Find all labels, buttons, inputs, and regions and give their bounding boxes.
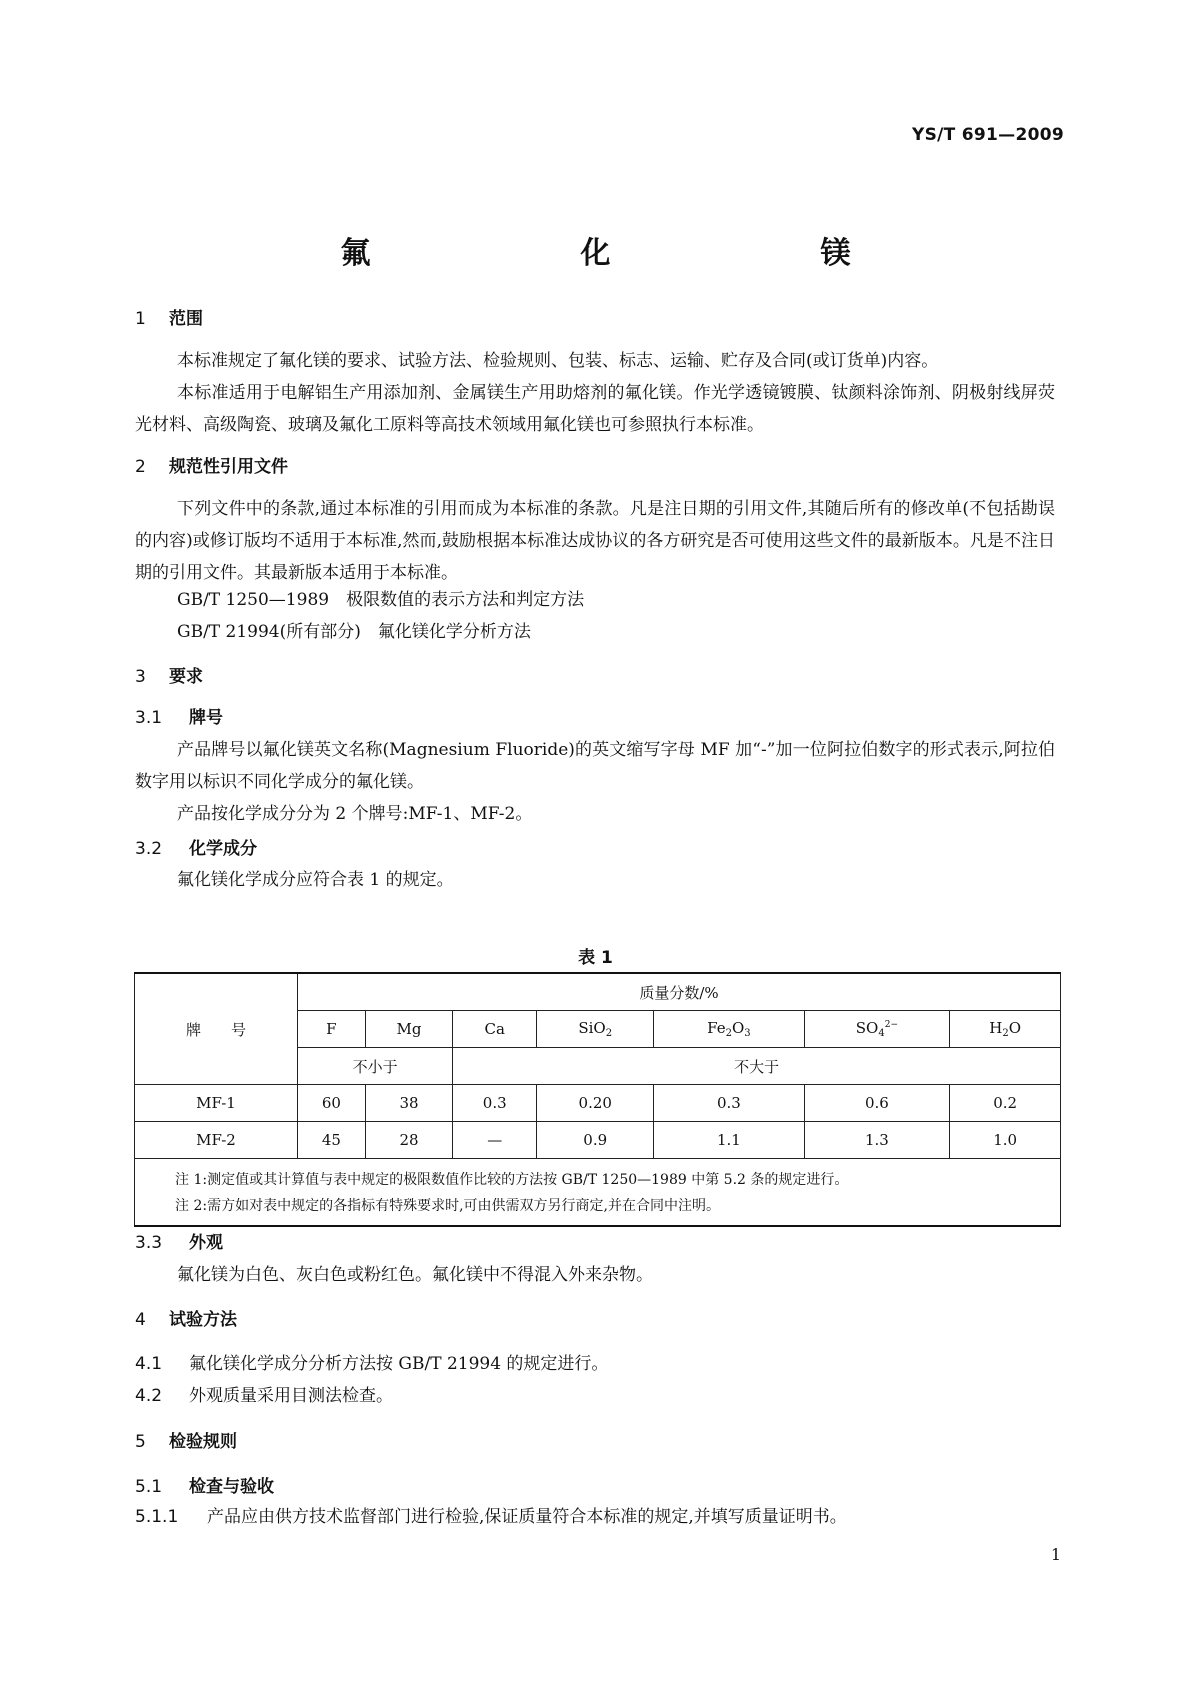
formula-subscript: 2 [725, 1028, 732, 1039]
subsection-title: 化学成分 [189, 839, 257, 859]
table-notes [135, 1159, 1061, 1227]
subsection-title: 牌号 [189, 708, 223, 728]
not-less-than-label: 不小于 [298, 1048, 453, 1085]
chemical-composition-table [134, 972, 1061, 1227]
brand-cell: MF-1 [135, 1085, 298, 1122]
item-number: 5.1.1 [135, 1507, 179, 1527]
formula-base: SiO [578, 1019, 606, 1037]
table-notes-row [135, 1159, 1061, 1227]
subsection-number: 3.2 [135, 839, 163, 859]
formula-part: Fe [707, 1019, 726, 1037]
value-cell: 1.1 [654, 1122, 804, 1159]
subsection-3-3-paragraph-1: 氟化镁为白色、灰白色或粉红色。氟化镁中不得混入外来杂物。 [177, 1265, 653, 1285]
subsection-3-3-heading [135, 1228, 223, 1253]
formula-subscript: 2 [605, 1028, 613, 1039]
formula-superscript: 2− [884, 1020, 899, 1030]
value-cell: — [453, 1122, 537, 1159]
section-5-heading [135, 1427, 237, 1452]
item-5-1-1 [135, 1502, 847, 1527]
value-cell: 0.9 [537, 1122, 654, 1159]
table-note-1: 注 1:测定值或其计算值与表中规定的极限数值作比较的方法按 GB/T 1250—1989 中第 5.2 条的规定进行。 [175, 1172, 849, 1188]
subsection-3-2-paragraph-1: 氟化镁化学成分应符合表 1 的规定。 [177, 870, 454, 890]
value-cell: 0.20 [537, 1085, 654, 1122]
section-2-paragraph-1: 下列文件中的条款,通过本标准的引用而成为本标准的条款。凡是注日期的引用文件,其随后所有的修改单(不包括勘误的内容)或修订版均不适用于本标准,然而,鼓励根据本标准达成协议的各方研究是否可使用这些文件的最新版本。凡是不注日期的引用文件。其最新版本适用于本标准。 [135, 499, 1055, 583]
section-number: 5 [135, 1432, 146, 1452]
formula-part: O [1008, 1019, 1022, 1037]
section-2-heading [135, 452, 288, 477]
subsection-3-2-heading [135, 834, 257, 859]
value-cell: 0.2 [950, 1085, 1061, 1122]
item-text: 产品应由供方技术监督部门进行检验,保证质量符合本标准的规定,并填写质量证明书。 [207, 1507, 847, 1527]
section-title: 要求 [169, 667, 203, 687]
standard-code: YS/T 691—2009 [912, 125, 1064, 145]
subsection-title: 外观 [189, 1233, 223, 1253]
value-cell: 60 [298, 1085, 366, 1122]
value-cell: 0.6 [804, 1085, 950, 1122]
page-number: 1 [1050, 1545, 1061, 1564]
subsection-number: 5.1 [135, 1477, 163, 1497]
value-cell: 0.3 [654, 1085, 804, 1122]
section-3-heading [135, 662, 203, 687]
subsection-3-1-heading [135, 703, 223, 728]
section-title: 检验规则 [169, 1432, 237, 1452]
col-F: F [298, 1011, 366, 1048]
section-1-heading [135, 304, 203, 329]
item-number: 4.2 [135, 1386, 163, 1406]
value-cell: 0.3 [453, 1085, 537, 1122]
normative-reference-1: GB/T 1250—1989 极限数值的表示方法和判定方法 [177, 590, 585, 610]
brand-header: 牌 号 [135, 973, 298, 1085]
formula-part: O [731, 1019, 745, 1037]
brand-cell: MF-2 [135, 1122, 298, 1159]
col-Fe2O3 [654, 1011, 804, 1048]
value-cell: 38 [365, 1085, 453, 1122]
item-number: 4.1 [135, 1354, 163, 1374]
col-H2O [950, 1011, 1061, 1048]
formula-subscript: 3 [744, 1028, 751, 1039]
item-text: 氟化镁化学成分分析方法按 GB/T 21994 的规定进行。 [189, 1354, 609, 1374]
document-title: 氟 化 镁 [340, 236, 901, 271]
col-Ca: Ca [453, 1011, 537, 1048]
col-SiO2 [537, 1011, 654, 1048]
section-number: 1 [135, 309, 146, 329]
section-4-heading [135, 1305, 237, 1330]
item-4-2 [135, 1381, 393, 1406]
subsection-3-1-paragraph-1: 产品牌号以氟化镁英文名称(Magnesium Fluoride)的英文缩写字母 MF 加“-”加一位阿拉伯数字的形式表示,阿拉伯数字用以标识不同化学成分的氟化镁。 [135, 740, 1055, 792]
subsection-3-1-paragraph-2: 产品按化学成分分为 2 个牌号:MF-1、MF-2。 [177, 804, 533, 824]
table-1-caption: 表 1 [578, 948, 613, 968]
table-row [135, 1085, 1061, 1122]
table-note-2: 注 2:需方如对表中规定的各指标有特殊要求时,可由供需双方另行商定,并在合同中注明。 [175, 1198, 720, 1214]
value-cell: 45 [298, 1122, 366, 1159]
normative-reference-2: GB/T 21994(所有部分) 氟化镁化学分析方法 [177, 622, 531, 642]
section-number: 3 [135, 667, 146, 687]
section-number: 2 [135, 457, 146, 477]
table-row [135, 1122, 1061, 1159]
formula-subscript: 4 [878, 1028, 885, 1039]
subsection-title: 检查与验收 [189, 1477, 274, 1497]
col-Mg: Mg [365, 1011, 453, 1048]
value-cell: 28 [365, 1122, 453, 1159]
mass-fraction-header: 质量分数/% [298, 973, 1061, 1011]
subsection-number: 3.3 [135, 1233, 163, 1253]
section-1-paragraph-2: 本标准适用于电解铝生产用添加剂、金属镁生产用助熔剂的氟化镁。作光学透镜镀膜、钛颜料涂饰剂、阴极射线屏荧光材料、高级陶瓷、玻璃及氟化工原料等高技术领域用氟化镁也可参照执行本标准。 [135, 383, 1055, 435]
item-4-1 [135, 1349, 608, 1374]
not-more-than-label: 不大于 [453, 1048, 1061, 1085]
formula-subscript: 2 [1002, 1028, 1009, 1039]
section-number: 4 [135, 1310, 146, 1330]
section-title: 规范性引用文件 [169, 457, 288, 477]
section-title: 试验方法 [169, 1310, 237, 1330]
item-text: 外观质量采用目测法检查。 [189, 1386, 393, 1406]
formula-base: SO [855, 1019, 879, 1037]
subsection-number: 3.1 [135, 708, 163, 728]
section-1-paragraph-1: 本标准规定了氟化镁的要求、试验方法、检验规则、包装、标志、运输、贮存及合同(或订货单)内容。 [177, 351, 939, 371]
section-title: 范围 [169, 309, 203, 329]
subsection-5-1-heading [135, 1472, 274, 1497]
value-cell: 1.0 [950, 1122, 1061, 1159]
formula-part: H [989, 1019, 1003, 1037]
col-SO4 [804, 1011, 950, 1048]
value-cell: 1.3 [804, 1122, 950, 1159]
